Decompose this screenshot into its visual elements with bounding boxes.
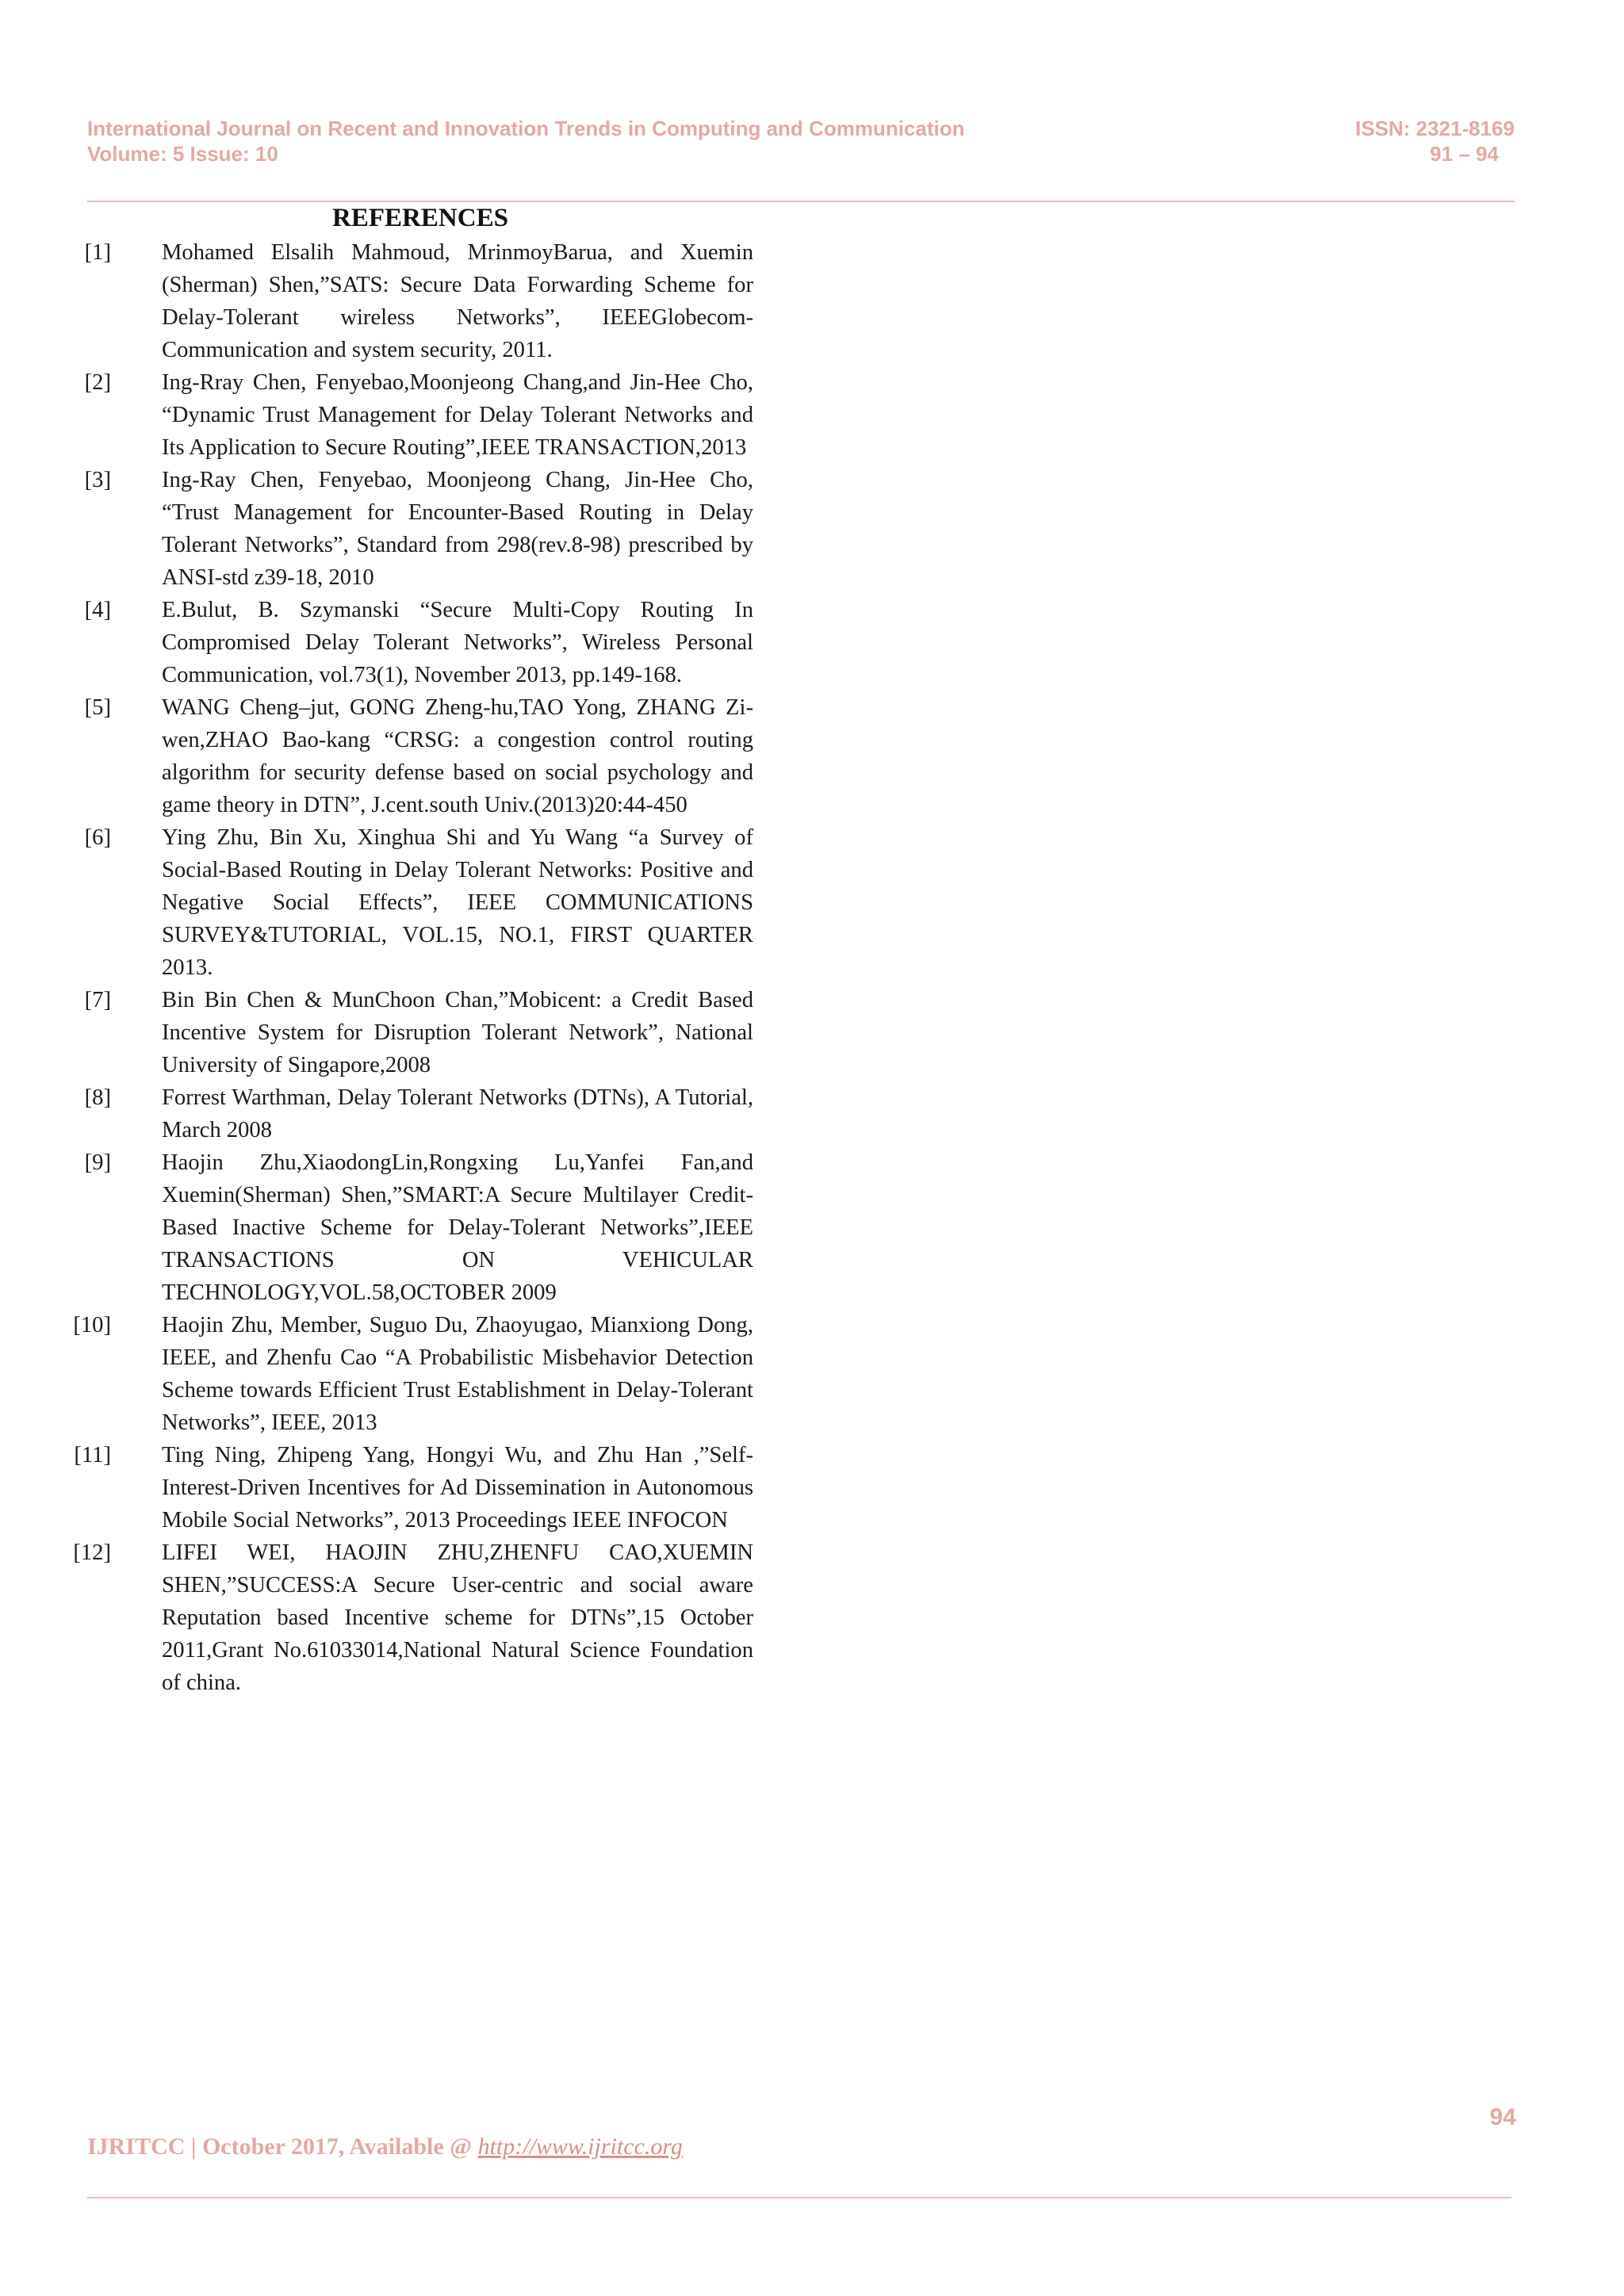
reference-text: Ing-Rray Chen, Fenyebao,Moonjeong Chang,and Jin-Hee Cho, “Dynamic Trust Management for Delay Tolerant Networks and Its Application to Secure Routing”,IEEE TRANSACTION,2013: [162, 370, 753, 460]
reference-number: [12]: [73, 1540, 111, 1565]
page-footer: [87, 2133, 683, 2161]
reference-number: [3]: [84, 468, 111, 492]
reference-item: [67, 691, 753, 821]
reference-text: E.Bulut, B. Szymanski “Secure Multi-Copy Routing In Compromised Delay Tolerant Networks”, Wireless Personal Communication, vol.73(1), November 2013, pp.149-168.: [162, 598, 753, 687]
references-heading: REFERENCES: [332, 204, 508, 232]
reference-text: Haojin Zhu,XiaodongLin,Rongxing Lu,Yanfei Fan,and Xuemin(Sherman) Shen,”SMART:A Secure Multilayer Credit-Based Inactive Scheme for Delay-Tolerant Networks”,IEEE TRANSACTIONS ON VEHICULAR TECHNOLOGY,VOL.58,OCTOBER 2009: [162, 1150, 753, 1305]
reference-number: [2]: [84, 370, 111, 395]
reference-text: Haojin Zhu, Member, Suguo Du, Zhaoyugao, Mianxiong Dong, IEEE, and Zhenfu Cao “A Probabilistic Misbehavior Detection Scheme towards Efficient Trust Establishment in Delay-Tolerant Networks”, IEEE, 2013: [162, 1313, 753, 1435]
reference-item: [67, 984, 753, 1081]
references-list: [67, 236, 753, 1699]
reference-number: [11]: [74, 1443, 111, 1468]
reference-item: [67, 1081, 753, 1146]
reference-item: [67, 236, 753, 366]
reference-number: [7]: [84, 988, 111, 1012]
header-left: [87, 116, 1118, 166]
reference-number: [10]: [73, 1313, 111, 1337]
reference-item: [67, 594, 753, 691]
reference-text: Forrest Warthman, Delay Tolerant Networks (DTNs), A Tutorial, March 2008: [162, 1085, 753, 1142]
header-right: [1277, 116, 1515, 166]
reference-item: [67, 1309, 753, 1439]
page-range: 91 – 94: [1430, 142, 1499, 166]
page-number: 94: [1489, 2104, 1516, 2130]
issn: ISSN: 2321-8169: [1355, 117, 1515, 140]
reference-number: [6]: [84, 825, 111, 850]
reference-text: Ting Ning, Zhipeng Yang, Hongyi Wu, and Zhu Han ,”Self-Interest-Driven Incentives for Ad Dissemination in Autonomous Mobile Social Networks”, 2013 Proceedings IEEE INFOCON: [162, 1443, 753, 1533]
volume-issue: Volume: 5 Issue: 10: [87, 142, 278, 166]
reference-item: [67, 821, 753, 984]
reference-text: Ing-Ray Chen, Fenyebao, Moonjeong Chang, Jin-Hee Cho, “Trust Management for Encounter-Based Routing in Delay Tolerant Networks”, Standard from 298(rev.8-98) prescribed by ANSI-std z39-18, 2010: [162, 468, 753, 590]
reference-item: [67, 1439, 753, 1536]
journal-title: International Journal on Recent and Innovation Trends in Computing and Communication: [87, 117, 965, 140]
reference-text: Bin Bin Chen & MunChoon Chan,”Mobicent: a Credit Based Incentive System for Disruption Tolerant Network”, National University of Singapore,2008: [162, 988, 753, 1077]
reference-number: [8]: [84, 1085, 111, 1110]
reference-text: Ying Zhu, Bin Xu, Xinghua Shi and Yu Wang “a Survey of Social-Based Routing in Delay Tolerant Networks: Positive and Negative Social Effects”, IEEE COMMUNICATIONS SURVEY&TUTORIAL, VOL.15, NO.1, FIRST QUARTER 2013.: [162, 825, 753, 980]
reference-item: [67, 1146, 753, 1309]
footer-divider: [87, 2197, 1511, 2198]
reference-text: Mohamed Elsalih Mahmoud, MrinmoyBarua, and Xuemin (Sherman) Shen,”SATS: Secure Data Forwarding Scheme for Delay-Tolerant wireless Networks”, IEEEGlobecom-Communication and system security, 2011.: [162, 240, 753, 362]
reference-item: [67, 1536, 753, 1699]
reference-text: LIFEI WEI, HAOJIN ZHU,ZHENFU CAO,XUEMIN SHEN,”SUCCESS:A Secure User-centric and social aware Reputation based Incentive scheme for DTNs”,15 October 2011,Grant No.61033014,National Natural Science Foundation of china.: [162, 1540, 753, 1695]
reference-item: [67, 366, 753, 464]
reference-number: [9]: [84, 1150, 111, 1175]
footer-link[interactable]: http://www.ijritcc.org: [477, 2133, 683, 2160]
reference-number: [4]: [84, 598, 111, 622]
footer-text: IJRITCC | October 2017, Available @: [87, 2133, 478, 2160]
reference-item: [67, 464, 753, 594]
reference-number: [1]: [84, 240, 111, 265]
reference-text: WANG Cheng–jut, GONG Zheng-hu,TAO Yong, ZHANG Zi-wen,ZHAO Bao-kang “CRSG: a congestion control routing algorithm for security defense based on social psychology and game theory in DTN”, J.cent.south Univ.(2013)20:44-450: [162, 695, 753, 817]
reference-number: [5]: [84, 695, 111, 720]
